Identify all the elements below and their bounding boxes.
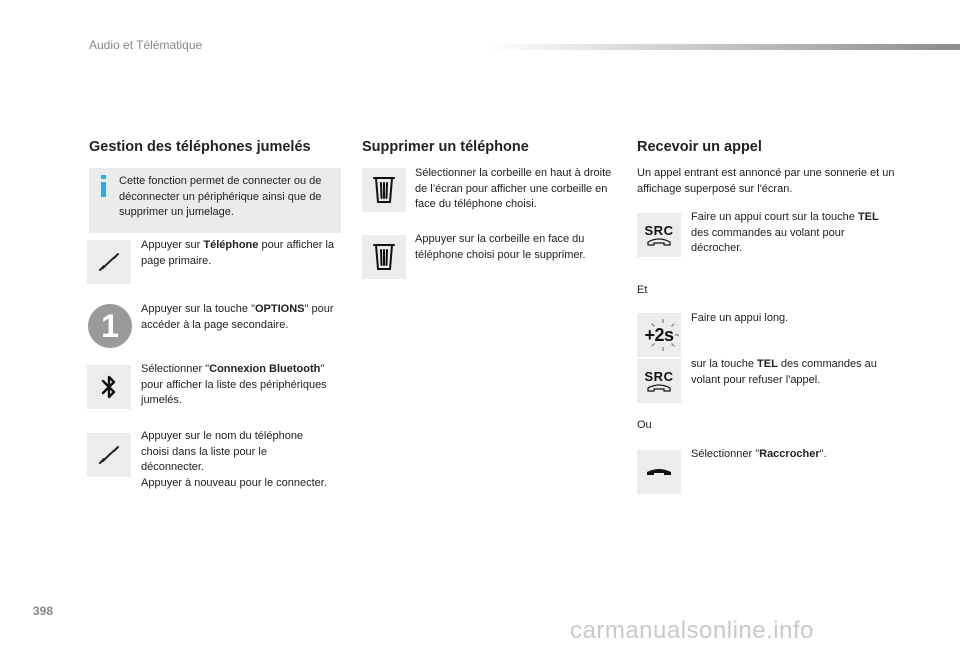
phone-icon <box>87 433 131 477</box>
step-text: des commandes au volant pour refuser l'appel. <box>691 358 877 386</box>
step-bold: TEL <box>757 358 778 370</box>
intro-text: Un appel entrant est annoncé par une sonnerie et un affichage superposé sur l'écran. <box>637 167 895 195</box>
step-text: Appuyer sur <box>141 239 204 251</box>
step-short-press <box>691 210 881 257</box>
step-phone-name <box>141 429 331 491</box>
step-text: Appuyer à nouveau pour le connecter. <box>141 476 327 489</box>
step-text: pour afficher la page primaire. <box>141 239 335 267</box>
step-options <box>141 302 341 333</box>
step-bold: TEL <box>857 211 879 223</box>
bluetooth-icon <box>87 365 131 409</box>
phone-icon <box>646 383 672 393</box>
step-text: Appuyer sur le nom du téléphone choisi dans la liste pour le déconnecter. <box>141 430 304 473</box>
src-button-icon <box>637 213 681 257</box>
phone-icon <box>646 237 672 247</box>
step-text: Sélectionner " <box>691 448 760 460</box>
info-icon <box>100 175 108 202</box>
step-text: " pour accéder à la page secondaire. <box>141 303 334 331</box>
heading-delete-phone: Supprimer un téléphone <box>362 139 529 155</box>
header-gradient-bar <box>488 44 960 50</box>
step-press-trash: Appuyer sur la corbeille en face du téléphone choisi pour le supprimer. <box>415 233 586 261</box>
step-bold: Connexion Bluetooth <box>209 363 321 375</box>
trash-icon <box>362 168 406 212</box>
heading-paired-phones: Gestion des téléphones jumelés <box>89 139 311 155</box>
page-number: 398 <box>33 604 54 618</box>
step-select-trash: Sélectionner la corbeille en haut à droite de l’écran pour afficher une corbeille en face du téléphone choisi. <box>415 167 612 210</box>
section-title: Audio et Télématique <box>89 38 203 52</box>
step-text: Faire un appui court sur la touche <box>691 211 858 223</box>
info-text: Cette fonction permet de connecter ou de déconnecter un périphérique ainsi que de supprimer un jumelage. <box>119 175 322 218</box>
step-text: des commandes au volant pour décrocher. <box>691 226 845 254</box>
hang-up-icon <box>637 450 681 494</box>
step-telephone <box>141 238 341 269</box>
src-button-icon <box>637 359 681 403</box>
heading-receive-call: Recevoir un appel <box>637 139 762 155</box>
step-bold: Raccrocher <box>759 448 820 460</box>
watermark: carmanualsonline.info <box>570 617 814 644</box>
step-text: Sélectionner " <box>141 363 210 375</box>
step-refuse <box>691 357 881 388</box>
step-long-press: Faire un appui long. <box>691 312 789 324</box>
connector-ou: Ou <box>637 419 652 431</box>
trash-icon <box>362 235 406 279</box>
step-bluetooth <box>141 362 341 409</box>
step-bold: Téléphone <box>203 239 259 251</box>
step-number-badge: 1 <box>88 304 132 348</box>
step-hang-up <box>691 447 881 463</box>
step-text: " pour afficher la liste des périphériques jumelés. <box>141 363 327 406</box>
step-text: Appuyer sur la touche " <box>141 303 255 315</box>
src-label: SRC <box>644 222 674 238</box>
long-press-icon <box>637 313 681 357</box>
connector-et: Et <box>637 284 648 296</box>
phone-icon <box>87 240 131 284</box>
plus2s-label: +2s <box>644 324 674 345</box>
step-text: sur la touche <box>691 358 758 370</box>
src-label: SRC <box>644 368 674 384</box>
step-text: ". <box>819 448 827 460</box>
step-bold: OPTIONS <box>254 303 305 315</box>
